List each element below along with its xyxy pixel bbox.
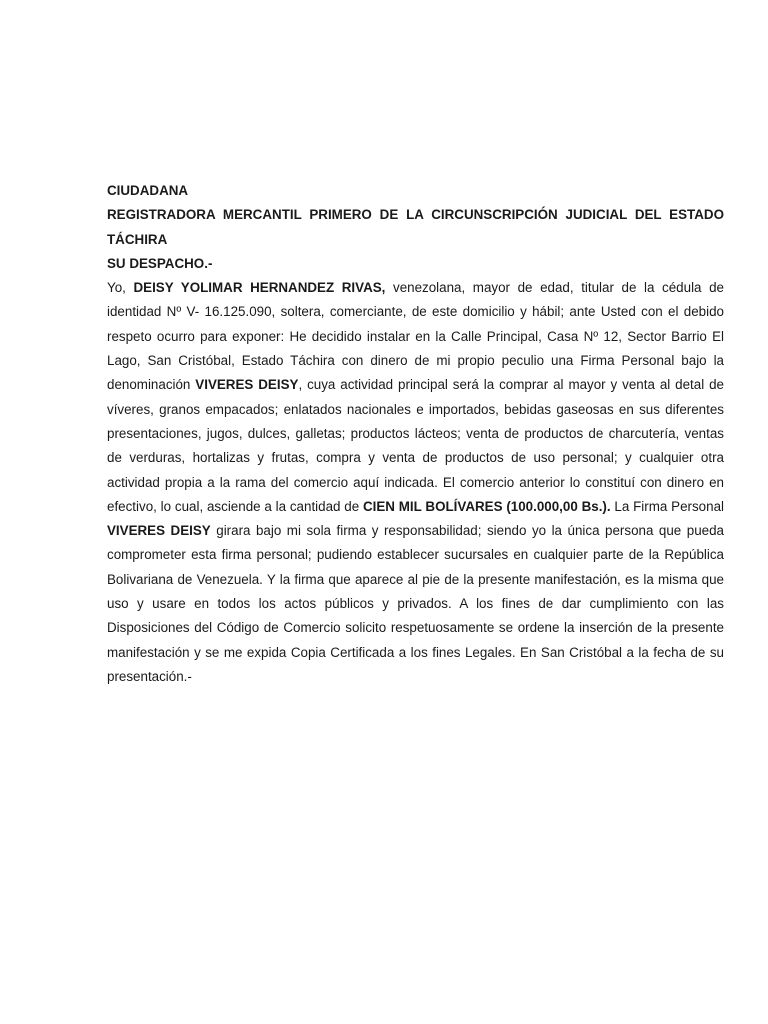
addressee-title: CIUDADANA: [107, 183, 189, 198]
body-text-5: girara bajo mi sola firma y responsabilidad; siendo yo la única persona que pueda comprometer esta firma personal; pudiendo establecer sucursales en cualquier parte de la República Bolivariana de Venezuela. Y la firma que aparece al pie de la presente manifestación, es la misma que uso y usare en todos los actos públicos y privados. A los fines de dar cumplimiento con las Disposiciones del Código de Comercio solicito respetuosamente se ordene la inserción de la presente manifestación y se me expida Copia Certificada a los fines Legales. En San Cristóbal a la fecha de su presentación.-: [107, 523, 724, 684]
document-page: [107, 179, 724, 689]
capital-amount: CIEN MIL BOLÍVARES (100.000,00 Bs.).: [362, 498, 611, 514]
business-name: VIVERES DEISY: [195, 377, 299, 393]
petitioner-name: DEISY YOLIMAR HERNANDEZ RIVAS,: [133, 280, 386, 296]
body-paragraph: [107, 276, 724, 689]
body-text-2: venezolana, mayor de edad, titular de la cédula de identidad Nº V- 16.125.090, soltera, comerciante, de este domicilio y hábil; ante Usted con el debido respeto ocurro para exponer: He decidido instalar en la Calle Principal, Casa Nº 12, Sector Barrio El Lago, San Cristóbal, Estado Táchira con dinero de mi propio peculio una Firma Personal bajo la denominación: [107, 280, 724, 393]
addressee-closing: SU DESPACHO.-: [107, 255, 213, 271]
business-name-repeat: VIVERES DEISY: [107, 523, 211, 539]
body-text-1: Yo,: [107, 280, 134, 296]
body-text-4: La Firma Personal: [610, 498, 724, 514]
addressee-office: REGISTRADORA MERCANTIL PRIMERO DE LA CIRCUNSCRIPCIÓN JUDICIAL DEL ESTADO TÁCHIRA: [107, 207, 724, 247]
body-text-3: , cuya actividad principal será la comprar al mayor y venta al detal de víveres, granos empacados; enlatados nacionales e importados, bebidas gaseosas en sus diferentes presentaciones, jugos, dulces, galletas; productos lácteos; venta de productos de charcutería, ventas de verduras, hortalizas y frutas, compra y venta de productos de uso personal; y cualquier otra actividad propia a la rama del comercio aquí indicada. El comercio anterior lo constituí con dinero en efectivo, lo cual, asciende a la cantidad de: [107, 377, 724, 514]
